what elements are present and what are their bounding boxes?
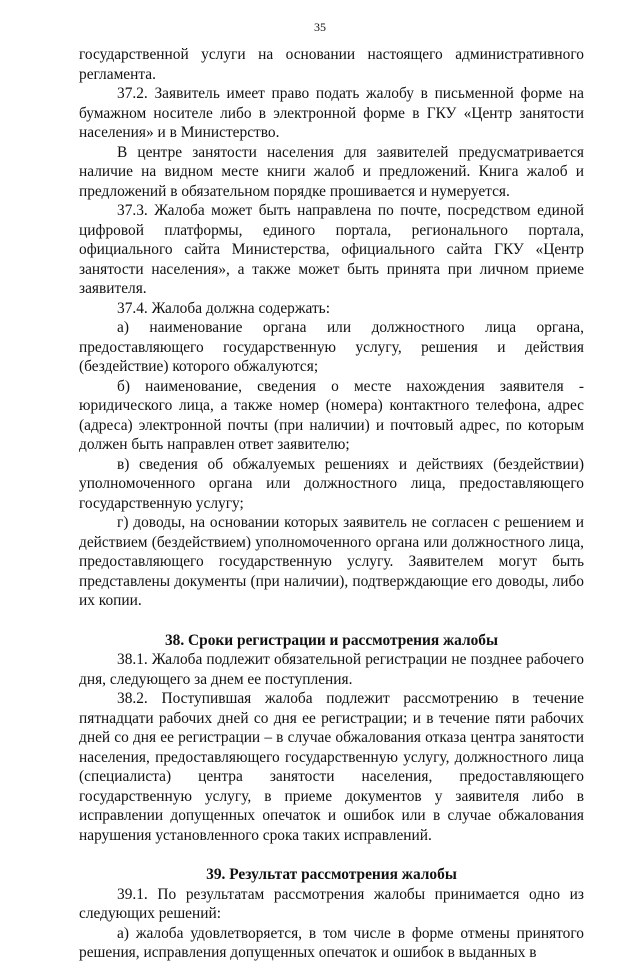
list-item-39-a: а) жалоба удовлетворяется, в том числе в форме отмены принятого решения, исправления допущенных опечаток и ошибок в выданных в bbox=[79, 924, 584, 961]
section-gap bbox=[79, 845, 584, 865]
list-item-g: г) доводы, на основании которых заявитель не согласен с решением и действием (бездействием) уполномоченного органа или должностного лица, предоставляющего государственную услугу. Заявителем могут быть представлены документы (при наличии), подтверждающие его доводы, либо их копии. bbox=[79, 514, 584, 609]
paragraph-38-1: 38.1. Жалоба подлежит обязательной регистрации не позднее рабочего дня, следующего за днем ее поступления. bbox=[79, 651, 584, 688]
paragraph-37-4: 37.4. Жалоба должна содержать: bbox=[117, 299, 330, 317]
paragraph-37-2: 37.2. Заявитель имеет право подать жалобу в письменной форме на бумажном носителе либо в электронной форме в ГКУ «Центр занятости населения» и в Министерство. bbox=[79, 85, 584, 141]
section-39-heading: 39. Результат рассмотрения жалобы bbox=[206, 866, 457, 883]
paragraph-38-2: 38.2. Поступившая жалоба подлежит рассмотрению в течение пятнадцати рабочих дней со дня ее регистрации; и в течение пяти рабочих дней со дня ее регистрации – в случае обжалования отказа центра занятости населения, предоставляющего государственную услугу, должностного лица (специалиста) центра занятости населения, предоставляющего государственную услугу, в приеме документов у заявителя либо в исправлении допущенных опечаток и ошибок или в случае обжалования нарушения установленного срока таких исправлений. bbox=[79, 690, 584, 844]
list-item-a: а) наименование органа или должностного лица органа, предоставляющего государственную услугу, решения и действия (бездействие) которого обжалуются; bbox=[79, 319, 584, 375]
paragraph-37-3: 37.3. Жалоба может быть направлена по почте, посредством единой цифровой платформы, единого портала, регионального портала, официального сайта Министерства, официального сайта ГКУ «Центр занятости населения», а также может быть принята при личном приеме заявителя. bbox=[79, 202, 584, 297]
document-body bbox=[79, 45, 584, 963]
list-item-v: в) сведения об обжалуемых решениях и действиях (бездействии) уполномоченного органа или должностного лица, предоставляющего государственную услугу; bbox=[79, 455, 584, 512]
paragraph-complaint-book: В центре занятости населения для заявителей предусматривается наличие на видном месте книги жалоб и предложений. Книга жалоб и предложений в обязательном порядке прошивается и нумеруется. bbox=[79, 143, 584, 200]
list-item-b: б) наименование, сведения о месте нахождения заявителя - юридического лица, а также номер (номера) контактного телефона, адрес (адреса) электронной почты (при наличии) и почтовый адрес, по которым должен быть направлен ответ заявителю; bbox=[79, 377, 584, 453]
page-number: 35 bbox=[314, 20, 326, 34]
paragraph-continuation: государственной услуги на основании настоящего административного регламента. bbox=[79, 46, 584, 83]
section-gap bbox=[79, 611, 584, 631]
section-38-heading: 38. Сроки регистрации и рассмотрения жалобы bbox=[164, 631, 499, 649]
paragraph-39-1: 39.1. По результатам рассмотрения жалобы принимается одно из следующих решений: bbox=[79, 885, 584, 922]
